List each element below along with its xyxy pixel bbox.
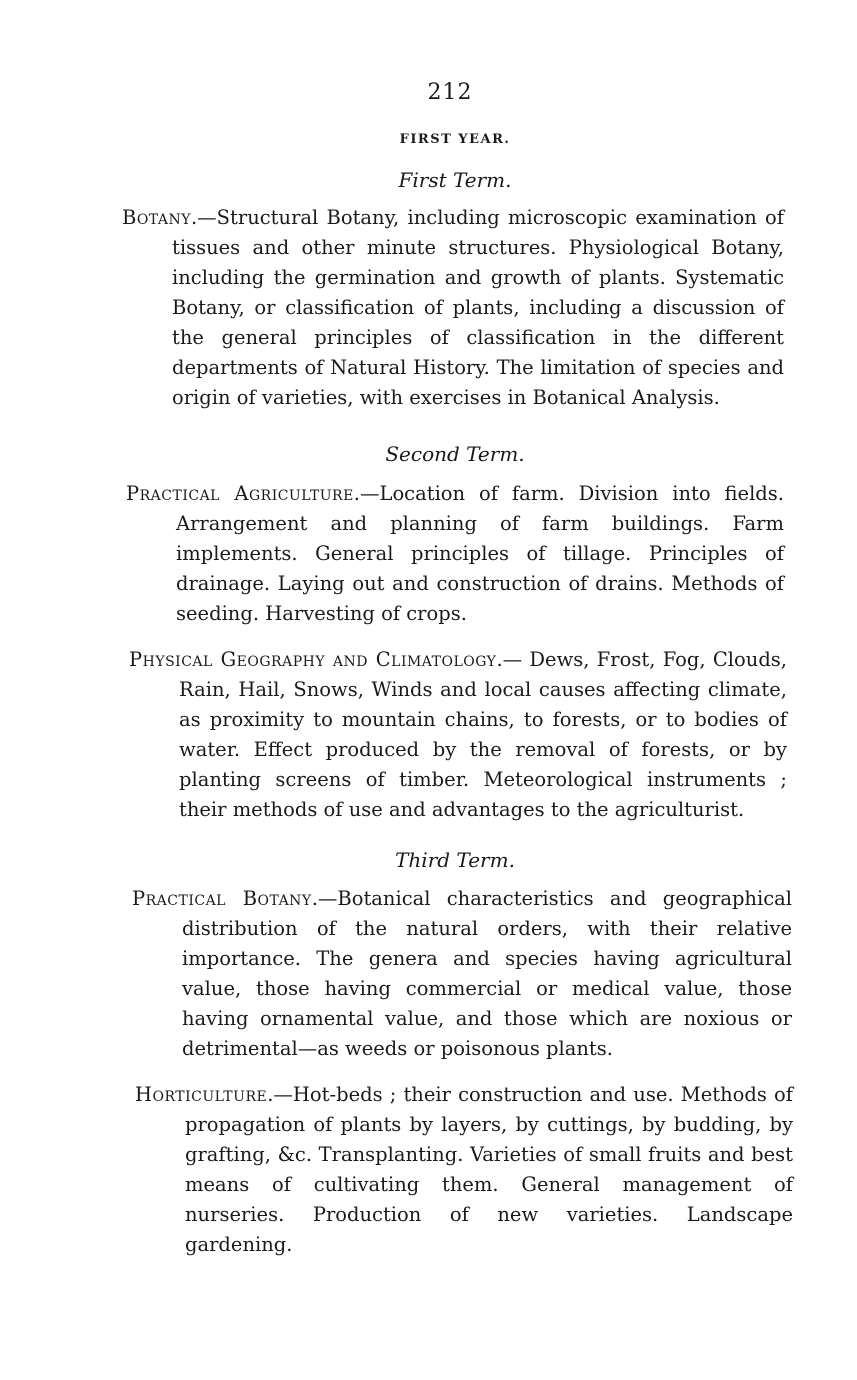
entry-botany xyxy=(122,203,784,413)
entry-text: .— Dews, Frost, Fog, Clouds, Rain, Hail, Snows, Winds and local causes affecting climate, as proximity to mountain chains, to forests, or to bodies of water. Effect produced by the removal of forests, or by planting screens of timber. Meteorological instruments ; their methods of use and advantages to the agriculturist. xyxy=(179,648,788,821)
page-number: 212 xyxy=(427,80,473,105)
entry-heading: Practical Botany xyxy=(132,887,312,910)
entry-text: .—Hot-beds ; their construction and use. Methods of propagation of plants by layers, by cuttings, by budding, by grafting, &c. Transplanting. Varieties of small fruits and best means of cultivating them. General management of nurseries. Production of new varieties. Landscape gardening. xyxy=(185,1083,793,1256)
entry-practical-agriculture xyxy=(126,479,784,629)
entry-physical-geography xyxy=(129,645,787,825)
entry-text: .—Structural Botany, including microscopic examination of tissues and other minute structures. Physiological Botany, including the germination and growth of plants. Systematic Botany, or classification of plants, including a discussion of the general principles of classification in the different departments of Natural History. The limitation of species and origin of varieties, with exercises in Botanical Analysis. xyxy=(172,206,784,409)
term-heading-second: Second Term. xyxy=(385,442,525,466)
term-heading-third: Third Term. xyxy=(395,848,515,872)
entry-practical-botany xyxy=(132,884,792,1064)
entry-horticulture xyxy=(135,1080,793,1260)
entry-heading: Physical Geography and Climatology xyxy=(129,648,497,671)
year-heading: FIRST YEAR. xyxy=(399,132,511,147)
entry-text: .—Botanical characteristics and geographical distribution of the natural orders, with their relative importance. The genera and species having agricultural value, those having commercial or medical value, those having ornamental value, and those which are noxious or detrimental—as weeds or poisonous plants. xyxy=(182,887,793,1060)
entry-heading: Horticulture xyxy=(135,1083,268,1106)
entry-heading: Botany xyxy=(122,206,191,229)
entry-heading: Practical Agriculture xyxy=(126,482,354,505)
entry-text: .—Location of farm. Division into fields. Arrangement and planning of farm buildings. Farm implements. General principles of tillage. Principles of drainage. Laying out and construction of drains. Methods of seeding. Harvesting of crops. xyxy=(176,482,784,625)
term-heading-first: First Term. xyxy=(398,168,512,192)
